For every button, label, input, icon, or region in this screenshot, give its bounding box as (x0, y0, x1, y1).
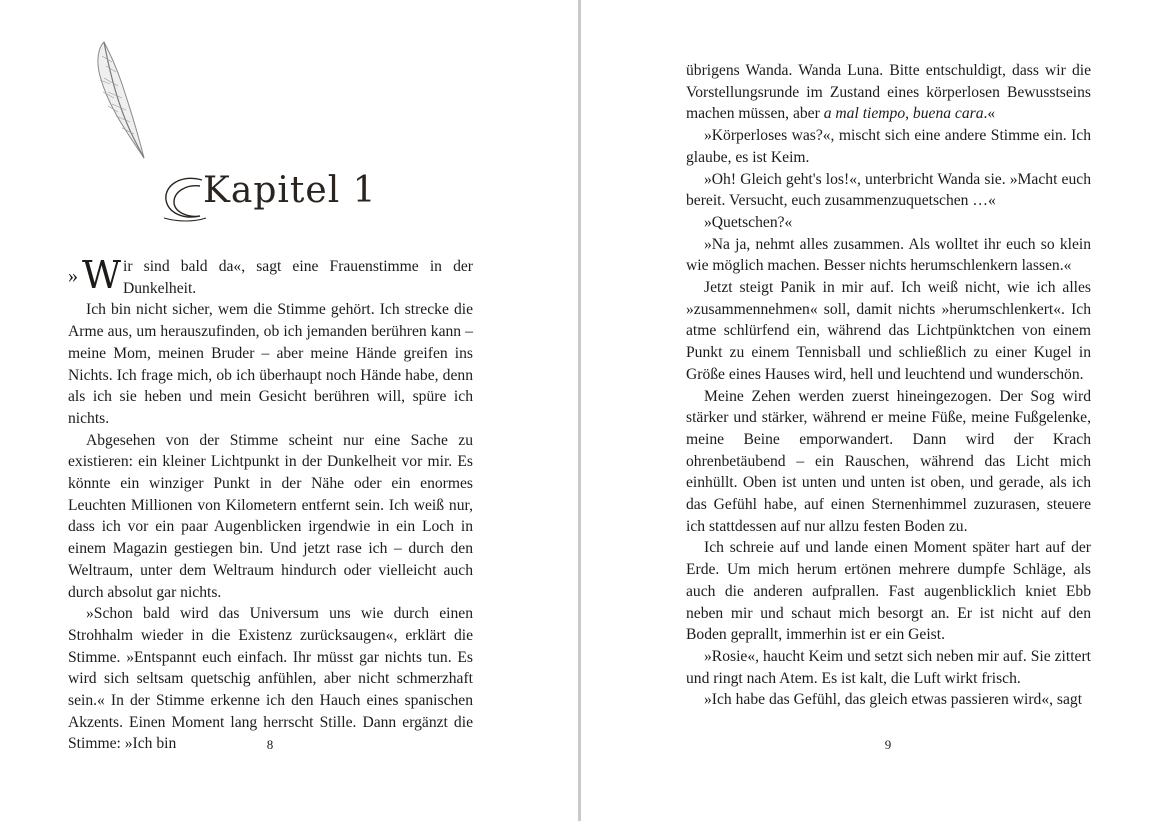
left-page (0, 0, 578, 821)
paragraph: Jetzt steigt Panik in mir auf. Ich weiß nicht, wie ich alles »zusammennehmen« soll, damit nichts »herumschlenkert«. Ich atme schlürfend ein, während das Lichtpünktchen von einem Punkt zu einem Tennisball und schließlich zu einer Kugel in Größe eines Hauses wird, hell und leuchtend und wunderschön. (686, 279, 1091, 383)
page-number: 8 (266, 737, 274, 752)
paragraph: »Na ja, nehmt alles zusammen. Als wolltet ihr euch so klein wie möglich machen. Besser nichts herumschlenkern lassen.« (686, 235, 1091, 275)
opening-guillemet: » (68, 265, 78, 287)
paragraph: Ich bin nicht sicher, wem die Stimme gehört. Ich strecke die Arme aus, um herauszufinden, ob ich jemanden berühren kann – meine Mom, meinen Bruder – aber meine Hände greifen ins Nichts. Ich frage mich, ob ich überhaupt noch Hände habe, denn als ich sie heben und mein Gesicht berühren will, spüre ich nichts. (68, 301, 473, 427)
paragraph: Ich schreie auf und lande einen Moment später hart auf der Erde. Um mich herum ertönen mehrere dumpfe Schläge, als auch die anderen aufprallen. Fast augenblicklich kniet Ebb neben mir und schaut mich besorgt an. Er ist nicht auf den Boden geprallt, immerhin ist er ein Geist. (686, 539, 1091, 644)
opening-text: ir sind bald da«, sagt eine Frauenstimme in der Dunkelheit. (123, 258, 473, 297)
left-body-text (68, 253, 473, 755)
chapter-title: Kapitel 1 (203, 170, 377, 211)
paragraph: »Rosie«, haucht Keim und setzt sich neben mir auf. Sie zittert und ringt nach Atem. Es ist kalt, die Luft wirkt frisch. (686, 647, 1091, 687)
continued-text: übrigens Wanda. Wanda Luna. Bitte entschuldigt, dass wir die Vorstellungsrunde im Zustand eines körperlosen Bewusstseins machen müssen, aber (686, 62, 1091, 123)
feather-icon (86, 36, 156, 166)
paragraph: »Schon bald wird das Universum uns wie durch einen Strohhalm wieder in die Existenz zurücksaugen«, erklärt die Stimme. »Entspannt euch einfach. Ihr müsst gar nichts tun. Es wird sich seltsam quetschig anfühlen, aber nicht schmerzhaft sein.« In der Stimme erkenne ich den Hauch eines spanischen Akzents. Einen Moment lang herrscht Stille. Dann ergänzt die Stimme: »Ich bin (68, 605, 473, 753)
opening-paragraph (68, 253, 473, 299)
page-number: 9 (884, 737, 892, 752)
chapter-heading (160, 160, 377, 230)
paragraph: Meine Zehen werden zuerst hineingezogen. Der Sog wird stärker und stärker, während er meine Füße, meine Fußgelenke, meine Beine emporwandert. Dann wird der Krach ohrenbetäubend – ein Rauschen, während das Licht mich einhüllt. Oben ist unten und unten ist oben, und gerade, als ich das Gefühl habe, auf einen Sternenhimmel zuzurasen, steuere ich stattdessen auf nur allzu festen Boden zu. (686, 387, 1091, 535)
continued-paragraph (686, 60, 1091, 125)
right-body-text (686, 60, 1091, 711)
spanish-phrase: a mal tiempo, buena cara (823, 105, 984, 123)
continued-text-end: .« (983, 105, 996, 123)
paragraph: »Ich habe das Gefühl, das gleich etwas passieren wird«, sagt (704, 691, 1083, 709)
paragraph: »Quetschen?« (704, 213, 793, 231)
paragraph: »Körperloses was?«, mischt sich eine andere Stimme ein. Ich glaube, es ist Keim. (686, 127, 1091, 166)
right-page (581, 0, 1157, 821)
drop-cap: W (82, 253, 122, 297)
paragraph: »Oh! Gleich geht's los!«, unterbricht Wanda sie. »Macht euch bereit. Versucht, euch zusammenzuquetschen …« (686, 170, 1091, 210)
paragraph: Abgesehen von der Stimme scheint nur eine Sache zu existieren: ein kleiner Lichtpunkt in der Dunkelheit vor mir. Es könnte ein winziger Punkt in der Nähe oder ein enormes Leuchten Millionen von Kilometern entfernt sein. Ich weiß nur, dass ich vor ein paar Augenblicken irgendwie in ein Loch in einem Magazin gestiegen bin. Und jetzt rase ich – durch den Weltraum, unter dem Weltraum hindurch oder vielleicht auch durch absolut gar nichts. (68, 431, 473, 601)
